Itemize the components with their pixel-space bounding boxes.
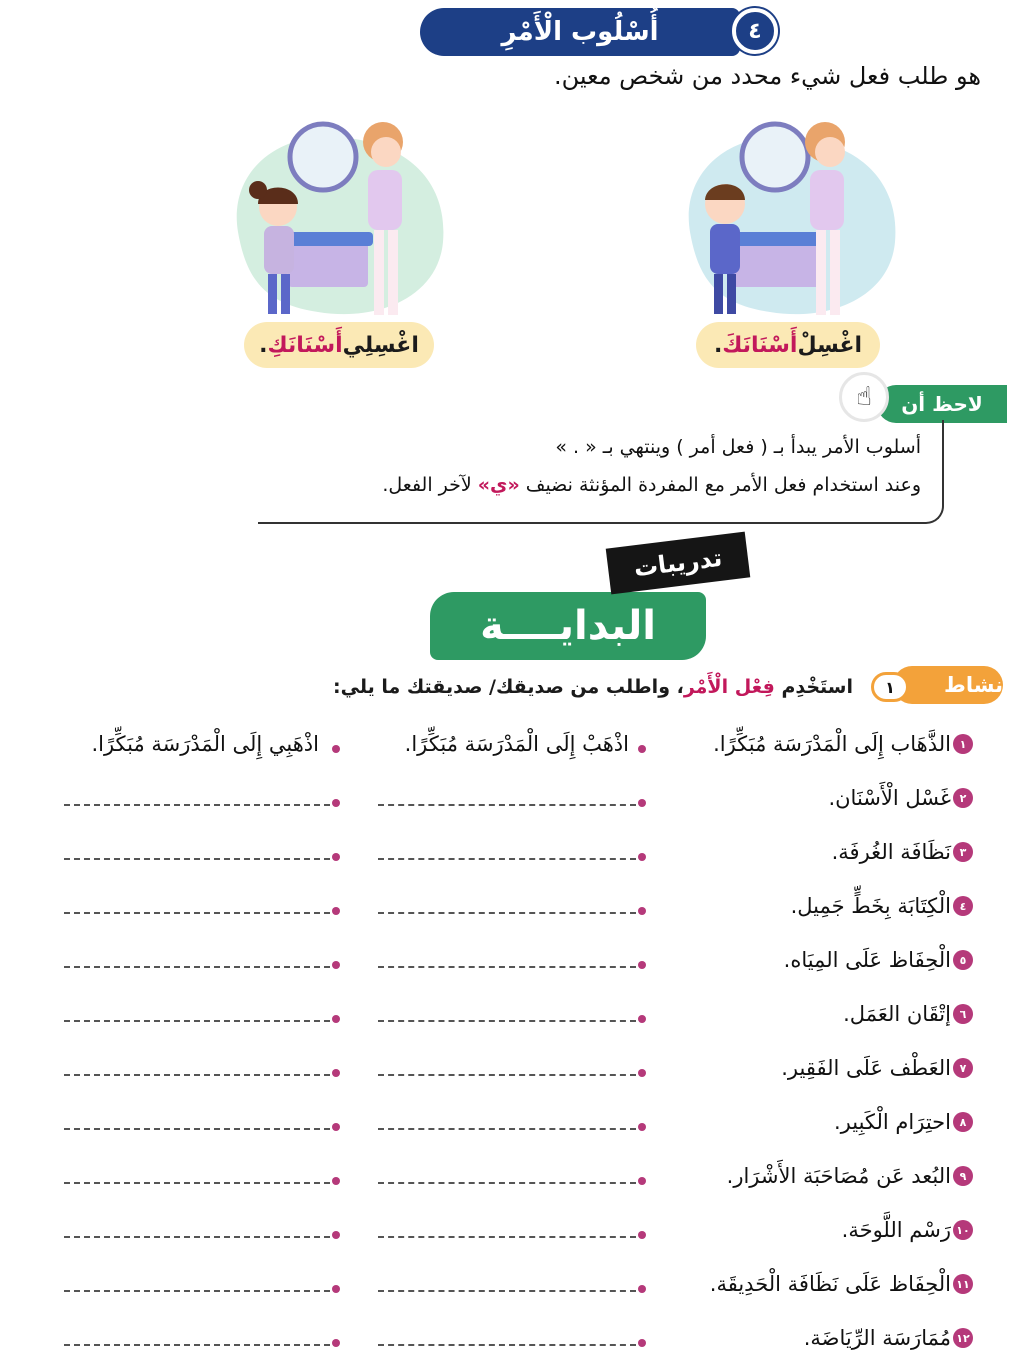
- note-line-2: [382, 474, 921, 496]
- list-item: [0, 782, 1019, 822]
- bullet: [638, 1069, 646, 1077]
- lesson-definition: هو طلب فعل شيء محدد من شخص معين.: [553, 62, 981, 90]
- item-number: ٤: [953, 896, 973, 916]
- bullet: [332, 907, 340, 915]
- bullet: [638, 1231, 646, 1239]
- pointing-hand-icon: ☝: [839, 372, 889, 422]
- list-item: [0, 728, 1019, 768]
- note-line-1: أسلوب الأمر يبدأ بـ ( فعل أمر ) وينتهي بـ « . »: [555, 436, 921, 458]
- bullet: [638, 853, 646, 861]
- bullet: [638, 799, 646, 807]
- list-item: [0, 890, 1019, 930]
- item-text: [843, 1002, 973, 1026]
- item-text: [727, 1164, 973, 1188]
- start-banner: [430, 592, 706, 660]
- example-answer-masc: اذْهَبْ إِلَى الْمَدْرَسَة مُبَكِّرًا.: [404, 732, 629, 756]
- bullet: [638, 907, 646, 915]
- example-answer-fem: اذْهَبِي إِلَى الْمَدْرَسَة مُبَكِّرًا.: [91, 732, 319, 756]
- item-label: الْحِفَاظ عَلَى المِيَاه.: [783, 948, 951, 972]
- item-number: ١: [953, 734, 973, 754]
- item-text: [834, 1110, 973, 1134]
- item-text: [784, 948, 973, 972]
- bullet: [332, 1123, 340, 1131]
- answer-line-masc[interactable]: [378, 1344, 636, 1346]
- answer-line-fem[interactable]: [64, 804, 330, 806]
- item-number: ٦: [953, 1004, 973, 1024]
- item-number: ٢: [953, 788, 973, 808]
- item-label: الْحِفَاظ عَلَى نَظَافَة الْحَدِيقَة.: [709, 1272, 951, 1296]
- bullet: [332, 1015, 340, 1023]
- answer-line-fem[interactable]: [64, 858, 330, 860]
- answer-line-fem[interactable]: [64, 912, 330, 914]
- item-text: [713, 732, 973, 756]
- list-item: [0, 998, 1019, 1038]
- item-label: غَسْل الْأَسْنَان.: [828, 786, 951, 810]
- item-number: ١١: [953, 1274, 973, 1294]
- lesson-title: [420, 8, 740, 56]
- note-line-2-post: لآخر الفعل.: [382, 474, 478, 496]
- bullet: [638, 1285, 646, 1293]
- item-label: إتْقَان العَمَل.: [843, 1002, 951, 1026]
- item-text: [710, 1272, 973, 1296]
- answer-line-fem[interactable]: [64, 1020, 330, 1022]
- list-item: [0, 1214, 1019, 1254]
- caption-fem-end: .: [259, 332, 268, 358]
- answer-line-fem[interactable]: [64, 1236, 330, 1238]
- lesson-title-text: أُسْلُوب الْأَمْرِ: [501, 17, 659, 47]
- lesson-number-badge: [732, 8, 778, 54]
- answer-line-masc[interactable]: [378, 1020, 636, 1022]
- list-item: [0, 1160, 1019, 1200]
- training-label: [606, 532, 751, 595]
- mother-boy-brushing-image: [670, 112, 920, 332]
- activity-tag-label: نشاط: [944, 673, 1003, 697]
- answer-line-fem[interactable]: [64, 1074, 330, 1076]
- bullet: [332, 961, 340, 969]
- caption-masc-end: .: [713, 332, 723, 358]
- note-line-2-highlight: «ي»: [477, 474, 520, 496]
- bullet: [638, 1339, 646, 1347]
- item-text: [804, 1326, 973, 1350]
- item-label: نَظَافَة الغُرفَة.: [831, 840, 951, 864]
- item-text: [781, 1056, 973, 1080]
- list-item: [0, 944, 1019, 984]
- start-banner-text: البدايــــة: [480, 603, 656, 649]
- bullet: [332, 745, 340, 753]
- item-label: البُعد عَن مُصَاحَبَة الأَشْرَار.: [726, 1164, 951, 1188]
- item-label: العَطْف عَلَى الفَقِير.: [781, 1056, 951, 1080]
- item-label: احتِرَام الْكَبِير.: [833, 1110, 951, 1134]
- item-text: [842, 1218, 973, 1242]
- bullet: [332, 1177, 340, 1185]
- answer-line-fem[interactable]: [64, 1128, 330, 1130]
- caption-fem-object: أَسْنَانَكِ: [267, 332, 343, 358]
- caption-masc-verb: اغْسِلْ: [797, 332, 863, 358]
- list-item: [0, 1268, 1019, 1308]
- answer-line-masc[interactable]: [378, 1290, 636, 1292]
- answer-line-masc[interactable]: [378, 1074, 636, 1076]
- bullet: [332, 853, 340, 861]
- bullet: [638, 1123, 646, 1131]
- activity-instruction-post: ، واطلب من صديقك/ صديقتك ما يلي:: [333, 676, 684, 698]
- list-item: [0, 836, 1019, 876]
- item-number: ١٠: [953, 1220, 973, 1240]
- list-item: [0, 1322, 1019, 1362]
- activity-instruction-pre: استَخْدِم: [774, 676, 853, 698]
- item-label: الْكِتَابَة بِخَطٍّ جَمِيل.: [790, 894, 951, 918]
- activity-instruction-highlight: فِعْل الْأَمْر: [683, 676, 775, 698]
- bullet: [332, 1069, 340, 1077]
- answer-line-masc[interactable]: [378, 858, 636, 860]
- item-number: ٣: [953, 842, 973, 862]
- note-tag: [877, 385, 1007, 423]
- caption-masc: [696, 322, 880, 368]
- item-text: [828, 786, 973, 810]
- item-text: [832, 840, 973, 864]
- item-label: رَسْم اللَّوحَة.: [841, 1218, 951, 1242]
- bullet: [638, 961, 646, 969]
- activity-number: ١: [871, 672, 909, 702]
- caption-fem-verb: اغْسِلِي: [342, 332, 419, 358]
- note-line-2-pre: وعند استخدام فعل الأمر مع المفردة المؤنثة نضيف: [519, 474, 921, 496]
- bullet: [638, 1015, 646, 1023]
- bullet: [332, 1285, 340, 1293]
- caption-masc-object: أَسْنَانَكَ: [722, 332, 798, 358]
- answer-line-masc[interactable]: [378, 966, 636, 968]
- item-label: الذَّهَاب إِلَى الْمَدْرَسَة مُبَكِّرًا.: [713, 732, 951, 756]
- list-item: [0, 1052, 1019, 1092]
- item-number: ١٢: [953, 1328, 973, 1348]
- caption-fem: [244, 322, 434, 368]
- answer-line-fem[interactable]: [64, 966, 330, 968]
- mother-girl-brushing-image: [218, 112, 468, 332]
- answer-line-fem[interactable]: [64, 1344, 330, 1346]
- answer-line-masc[interactable]: [378, 804, 636, 806]
- item-number: ٧: [953, 1058, 973, 1078]
- list-item: [0, 1106, 1019, 1146]
- activity-instruction: [333, 676, 853, 698]
- answer-line-fem[interactable]: [64, 1290, 330, 1292]
- bullet: [638, 745, 646, 753]
- answer-line-masc[interactable]: [378, 1128, 636, 1130]
- item-number: ٨: [953, 1112, 973, 1132]
- illustration-mother-girl: [218, 112, 468, 332]
- bullet: [332, 1339, 340, 1347]
- answer-line-masc[interactable]: [378, 1182, 636, 1184]
- answer-line-masc[interactable]: [378, 912, 636, 914]
- bullet: [332, 799, 340, 807]
- item-text: [791, 894, 973, 918]
- bullet: [638, 1177, 646, 1185]
- bullet: [332, 1231, 340, 1239]
- illustration-mother-boy: [670, 112, 920, 332]
- answer-line-fem[interactable]: [64, 1182, 330, 1184]
- training-label-text: تدريبات: [632, 543, 724, 583]
- lesson-number: ٤: [748, 18, 762, 44]
- item-label: مُمَارَسَة الرِّيَاضَة.: [803, 1326, 951, 1350]
- note-tag-label: لاحظ أن: [901, 392, 983, 416]
- activity-tag: [893, 666, 1003, 704]
- item-number: ٥: [953, 950, 973, 970]
- answer-line-masc[interactable]: [378, 1236, 636, 1238]
- item-number: ٩: [953, 1166, 973, 1186]
